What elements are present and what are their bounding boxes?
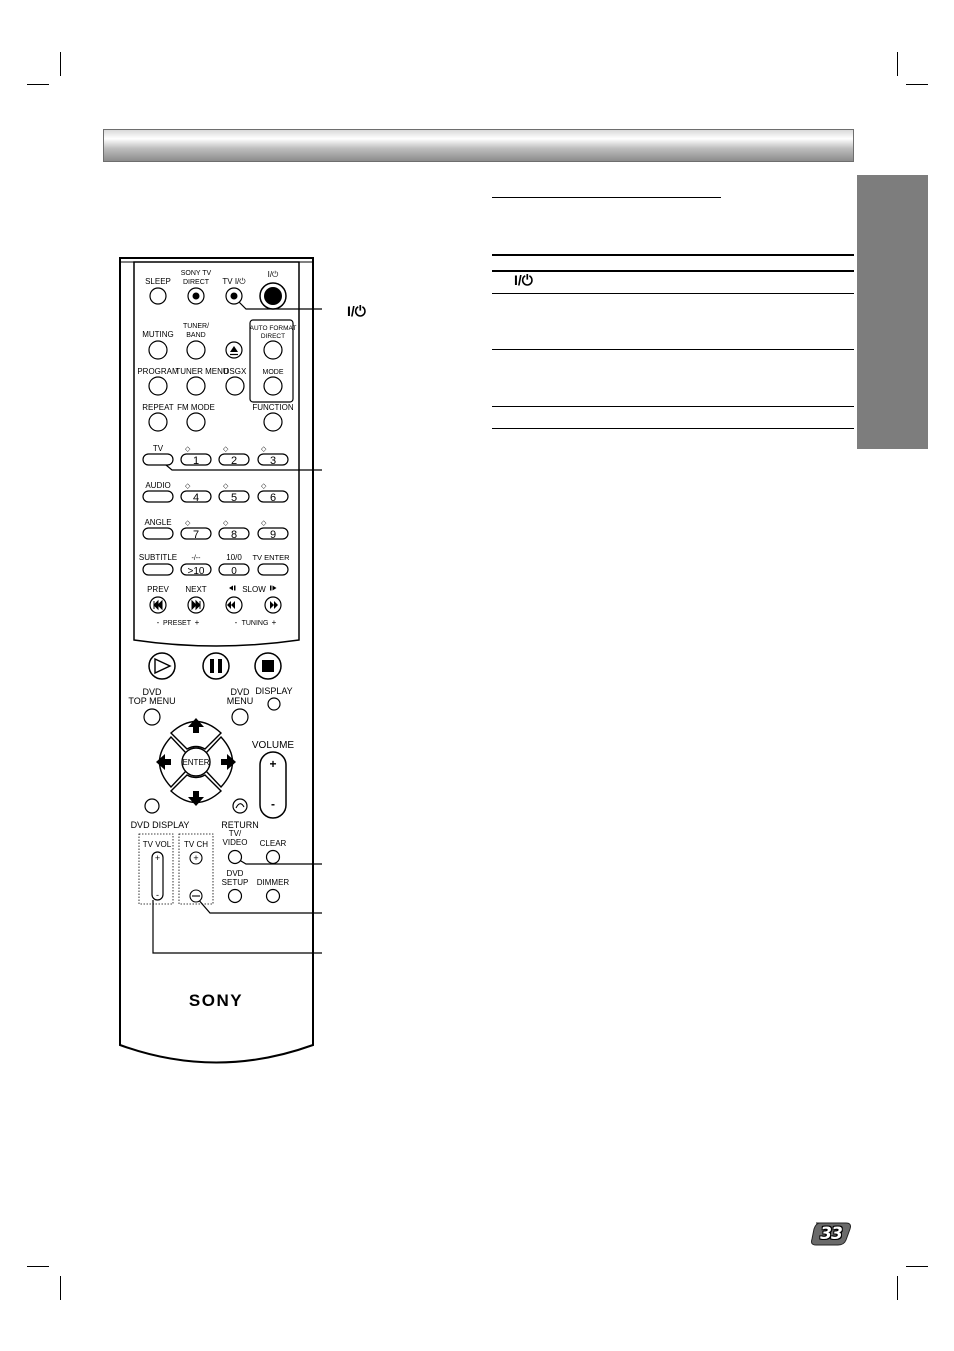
pause-icon: [210, 659, 214, 673]
svg-text:10/0: 10/0: [226, 553, 242, 562]
svg-text:TV/: TV/: [228, 829, 242, 838]
svg-text:SETUP: SETUP: [221, 878, 249, 887]
svg-text:◇: ◇: [261, 520, 267, 527]
svg-text:7: 7: [192, 529, 200, 541]
svg-text:TV: TV: [152, 444, 164, 453]
mode-button[interactable]: [264, 377, 282, 395]
svg-text:>10: >10: [187, 566, 205, 577]
svg-text:+: +: [194, 618, 200, 627]
page-number-badge: [810, 1222, 852, 1246]
svg-text:PREV: PREV: [147, 585, 169, 594]
sleep-label: SLEEP: [145, 277, 171, 286]
svg-text:4: 4: [192, 492, 200, 504]
auto-format-direct-button[interactable]: [264, 341, 282, 359]
svg-text:◇: ◇: [185, 446, 191, 453]
power-symbol: I/⏻: [514, 272, 533, 288]
power-label: I/⏻: [267, 270, 279, 279]
svg-text:PROGRAM: PROGRAM: [137, 367, 179, 376]
svg-text:MUTING: MUTING: [142, 330, 174, 339]
dvd-top-menu-button[interactable]: [144, 709, 160, 725]
svg-text:TV CH: TV CH: [184, 840, 208, 849]
svg-text:◇: ◇: [261, 446, 267, 453]
tuner-band-button[interactable]: [187, 341, 205, 359]
svg-text:-: -: [156, 618, 160, 627]
svg-text:2: 2: [230, 455, 238, 467]
svg-text:DVD: DVD: [230, 687, 250, 697]
function-button[interactable]: [264, 413, 282, 431]
svg-text:+: +: [269, 757, 277, 771]
sony-tv-label: SONY TV: [180, 270, 212, 277]
svg-text:TUNING: TUNING: [241, 620, 269, 627]
svg-text:ENTER: ENTER: [182, 758, 210, 767]
svg-text:-: -: [271, 797, 275, 811]
svg-text:TOP MENU: TOP MENU: [128, 696, 176, 706]
svg-text:SLOW: SLOW: [242, 585, 266, 594]
svg-text:TUNER/: TUNER/: [182, 323, 210, 330]
tv-power-label: TV I/⏻: [222, 277, 246, 286]
svg-text:ANGLE: ANGLE: [144, 518, 172, 527]
power-callout-label: I/⏻: [347, 303, 366, 319]
pause-button[interactable]: [203, 653, 229, 679]
svg-text:REPEAT: REPEAT: [142, 403, 174, 412]
svg-text:DIRECT: DIRECT: [260, 333, 286, 340]
svg-text:VOLUME: VOLUME: [251, 740, 295, 751]
svg-text:FM MODE: FM MODE: [177, 403, 215, 412]
svg-text:-/--: -/--: [191, 555, 201, 562]
svg-text:◇: ◇: [223, 483, 229, 490]
dvd-display-button[interactable]: [145, 799, 159, 813]
clear-button[interactable]: [267, 851, 280, 864]
svg-text:◇: ◇: [185, 483, 191, 490]
svg-text:◇: ◇: [261, 483, 267, 490]
tuner-menu-button[interactable]: [187, 377, 205, 395]
page-number: 33: [820, 1224, 842, 1244]
audio-button[interactable]: [143, 491, 173, 502]
stop-icon: [262, 660, 274, 672]
display-button[interactable]: [268, 698, 280, 710]
muting-button[interactable]: [149, 341, 167, 359]
svg-text:9: 9: [269, 529, 277, 541]
return-button[interactable]: [233, 799, 247, 813]
svg-text:AUDIO: AUDIO: [145, 481, 171, 490]
subtitle-button[interactable]: [143, 564, 173, 575]
svg-text:+: +: [271, 618, 277, 627]
svg-text:6: 6: [269, 492, 277, 504]
svg-text:MODE: MODE: [262, 369, 284, 376]
fm-mode-button[interactable]: [187, 413, 205, 431]
dimmer-button[interactable]: [267, 890, 280, 903]
svg-text:DVD: DVD: [226, 869, 244, 878]
svg-text:1: 1: [192, 455, 200, 467]
svg-text:◇: ◇: [223, 520, 229, 527]
svg-text:DISPLAY: DISPLAY: [255, 686, 293, 696]
sleep-button[interactable]: [150, 288, 166, 304]
svg-text:FUNCTION: FUNCTION: [252, 403, 294, 412]
svg-text:DIMMER: DIMMER: [256, 878, 290, 887]
svg-text:DVD DISPLAY: DVD DISPLAY: [130, 820, 190, 830]
svg-text:AUTO FORMAT: AUTO FORMAT: [249, 325, 297, 332]
svg-text:3: 3: [269, 455, 277, 467]
svg-text:+: +: [154, 853, 161, 863]
svg-text:VIDEO: VIDEO: [222, 838, 248, 847]
svg-text:RETURN: RETURN: [221, 820, 259, 830]
svg-text:TV VOL: TV VOL: [142, 840, 172, 849]
svg-text:5: 5: [230, 492, 238, 504]
svg-text:◇: ◇: [223, 446, 229, 453]
svg-text:TV ENTER: TV ENTER: [252, 553, 290, 562]
svg-text:◇: ◇: [185, 520, 191, 527]
svg-text:NEXT: NEXT: [185, 585, 207, 594]
tv-video-button[interactable]: [229, 851, 242, 864]
svg-text:SUBTITLE: SUBTITLE: [138, 553, 178, 562]
svg-text:BAND: BAND: [186, 332, 206, 339]
svg-text:TUNER MENU: TUNER MENU: [175, 367, 229, 376]
svg-text:-: -: [234, 618, 238, 627]
repeat-button[interactable]: [149, 413, 167, 431]
dvd-menu-button[interactable]: [232, 709, 248, 725]
svg-text:8: 8: [230, 529, 238, 541]
svg-text:DSGX: DSGX: [223, 367, 247, 376]
svg-text:+: +: [193, 853, 199, 863]
svg-text:DVD: DVD: [142, 687, 162, 697]
svg-text:PRESET: PRESET: [162, 620, 192, 627]
svg-text:-: -: [156, 890, 159, 900]
svg-text:MENU: MENU: [226, 696, 254, 706]
svg-text:CLEAR: CLEAR: [259, 839, 287, 848]
svg-text:0: 0: [231, 566, 237, 577]
angle-button[interactable]: [143, 528, 173, 539]
tv-button[interactable]: [143, 454, 173, 465]
dvd-setup-button[interactable]: [229, 890, 242, 903]
tv-enter-button[interactable]: [258, 564, 288, 575]
svg-text:DIRECT: DIRECT: [182, 279, 210, 286]
program-button[interactable]: [149, 377, 167, 395]
dsgx-button[interactable]: [226, 377, 244, 395]
brand-logo: SONY: [188, 991, 244, 1010]
